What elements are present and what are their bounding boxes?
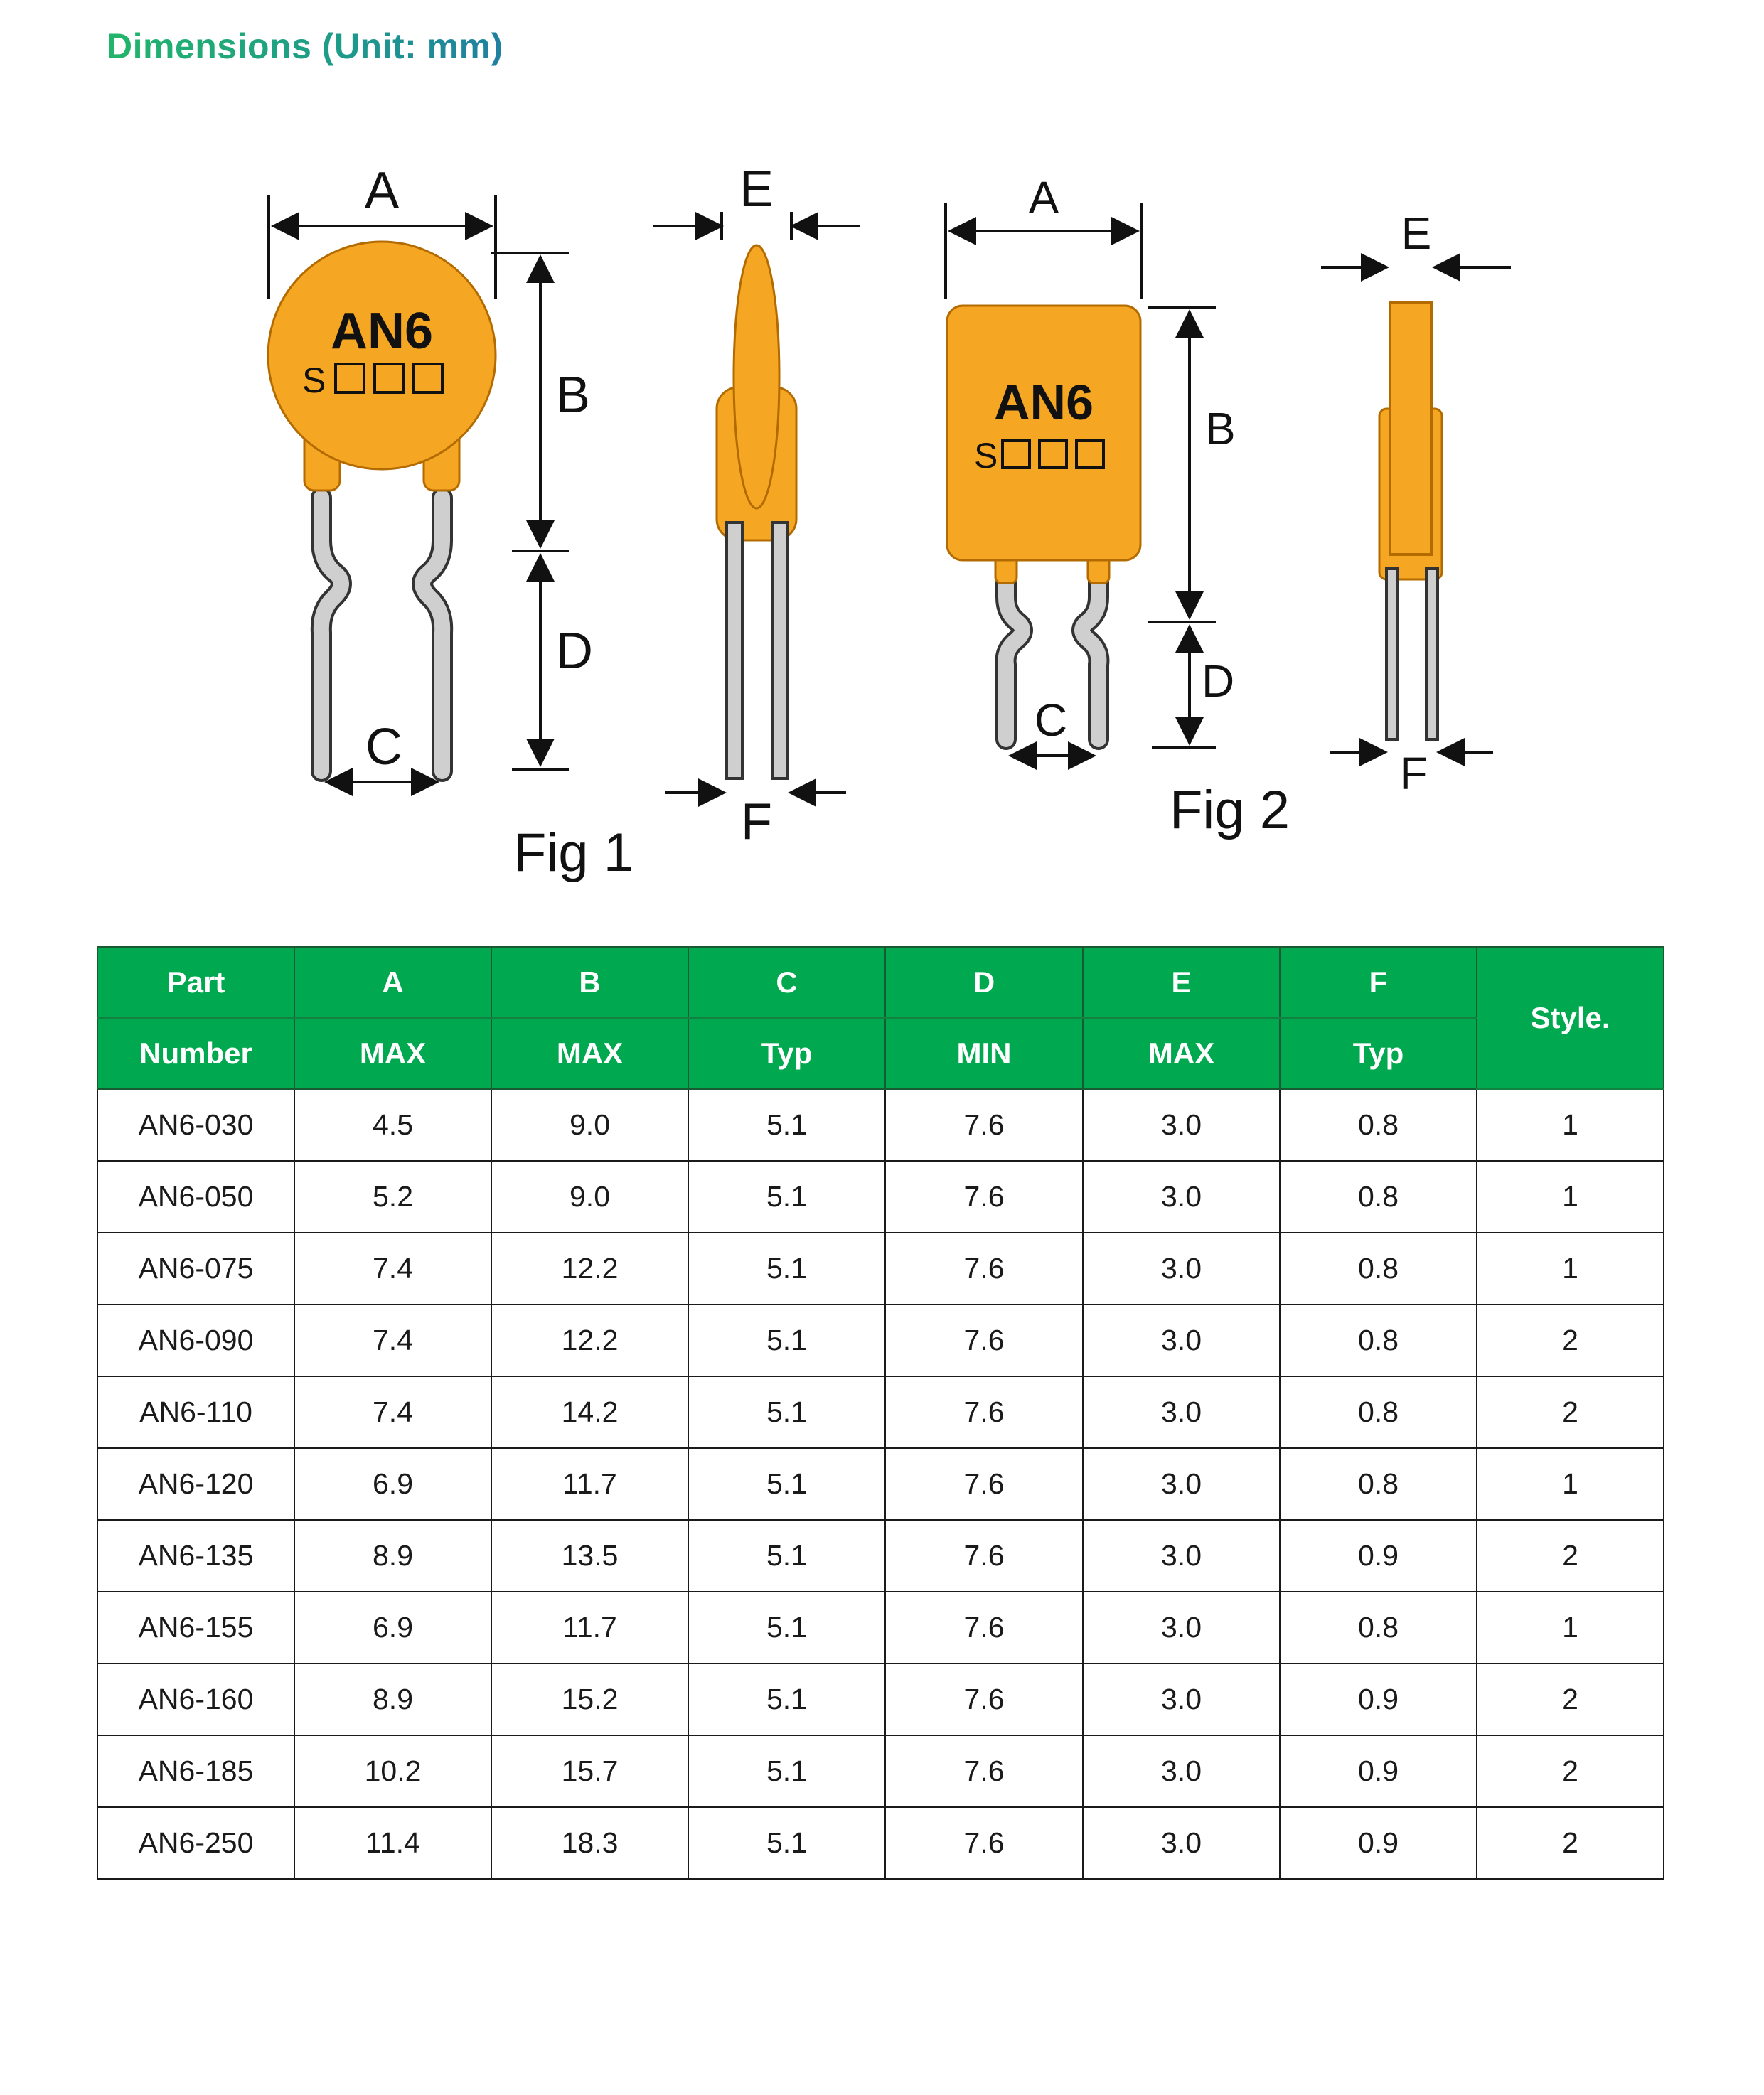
cell-e: 3.0 <box>1083 1161 1280 1233</box>
cell-d: 7.6 <box>885 1089 1083 1161</box>
cell-part-number: AN6-030 <box>97 1089 294 1161</box>
cell-b: 12.2 <box>491 1304 688 1376</box>
cell-part-number: AN6-155 <box>97 1592 294 1663</box>
cell-c: 5.1 <box>688 1807 885 1879</box>
cell-part-number: AN6-120 <box>97 1448 294 1520</box>
cell-f: 0.9 <box>1280 1807 1477 1879</box>
fig1-dim-d-label: D <box>556 623 593 680</box>
table-row <box>97 1376 1664 1448</box>
fig2-dim-f-label: F <box>1399 748 1428 799</box>
cell-c: 5.1 <box>688 1376 885 1448</box>
cell-f: 0.8 <box>1280 1304 1477 1376</box>
cell-b: 11.7 <box>491 1592 688 1663</box>
cell-part-number: AN6-110 <box>97 1376 294 1448</box>
cell-d: 7.6 <box>885 1376 1083 1448</box>
header-b-qualifier: MAX <box>491 1018 688 1089</box>
header-a: A <box>294 947 491 1018</box>
table-row <box>97 1735 1664 1807</box>
fig2-dim-b-label: B <box>1205 403 1236 454</box>
cell-part-number: AN6-135 <box>97 1520 294 1592</box>
dimensions-table <box>97 946 1664 1880</box>
cell-part-number: AN6-160 <box>97 1663 294 1735</box>
table-header-row-bottom <box>97 1018 1664 1089</box>
fig2-side-view <box>1321 208 1511 799</box>
cell-d: 7.6 <box>885 1304 1083 1376</box>
cell-a: 7.4 <box>294 1233 491 1304</box>
header-f-qualifier: Typ <box>1280 1018 1477 1089</box>
header-e-qualifier: MAX <box>1083 1018 1280 1089</box>
cell-a: 8.9 <box>294 1520 491 1592</box>
dimension-figures <box>0 0 1764 924</box>
cell-c: 5.1 <box>688 1304 885 1376</box>
cell-c: 5.1 <box>688 1735 885 1807</box>
fig2-caption: Fig 2 <box>1170 780 1290 840</box>
cell-a: 6.9 <box>294 1592 491 1663</box>
cell-part-number: AN6-090 <box>97 1304 294 1376</box>
table-row <box>97 1233 1664 1304</box>
header-a-qualifier: MAX <box>294 1018 491 1089</box>
header-f: F <box>1280 947 1477 1018</box>
table-row <box>97 1592 1664 1663</box>
cell-b: 12.2 <box>491 1233 688 1304</box>
cell-c: 5.1 <box>688 1520 885 1592</box>
fig1-part-mark: AN6 <box>330 303 434 360</box>
fig1-front-view <box>268 162 593 782</box>
table-header-row-top <box>97 947 1664 1018</box>
table-row <box>97 1520 1664 1592</box>
page-title: Dimensions (Unit: mm) <box>107 26 503 66</box>
header-c: C <box>688 947 885 1018</box>
fig2-side-body <box>1390 302 1431 554</box>
cell-b: 11.7 <box>491 1448 688 1520</box>
table-body <box>97 1089 1664 1879</box>
cell-c: 5.1 <box>688 1233 885 1304</box>
cell-part-number: AN6-185 <box>97 1735 294 1807</box>
cell-f: 0.8 <box>1280 1161 1477 1233</box>
cell-c: 5.1 <box>688 1089 885 1161</box>
cell-part-number: AN6-075 <box>97 1233 294 1304</box>
fig2-dim-a-label: A <box>1028 172 1059 223</box>
fig1-side-body <box>734 245 779 508</box>
cell-d: 7.6 <box>885 1807 1083 1879</box>
fig2-code-mark: S <box>974 436 998 476</box>
cell-style: 2 <box>1477 1520 1664 1592</box>
fig2-part-mark: AN6 <box>993 375 1094 430</box>
table-row <box>97 1089 1664 1161</box>
cell-b: 18.3 <box>491 1807 688 1879</box>
cell-e: 3.0 <box>1083 1807 1280 1879</box>
cell-style: 1 <box>1477 1089 1664 1161</box>
fig1-dim-e-label: E <box>739 161 774 218</box>
cell-d: 7.6 <box>885 1663 1083 1735</box>
cell-style: 2 <box>1477 1663 1664 1735</box>
fig1-dim-f-label: F <box>741 793 772 850</box>
cell-a: 11.4 <box>294 1807 491 1879</box>
cell-d: 7.6 <box>885 1592 1083 1663</box>
cell-style: 2 <box>1477 1304 1664 1376</box>
fig1-dim-a-label: A <box>364 162 400 219</box>
cell-b: 9.0 <box>491 1161 688 1233</box>
cell-a: 4.5 <box>294 1089 491 1161</box>
cell-style: 1 <box>1477 1233 1664 1304</box>
cell-a: 10.2 <box>294 1735 491 1807</box>
cell-d: 7.6 <box>885 1448 1083 1520</box>
fig2-square-body <box>947 306 1140 560</box>
cell-part-number: AN6-050 <box>97 1161 294 1233</box>
cell-c: 5.1 <box>688 1448 885 1520</box>
cell-b: 13.5 <box>491 1520 688 1592</box>
cell-f: 0.9 <box>1280 1735 1477 1807</box>
header-e: E <box>1083 947 1280 1018</box>
cell-e: 3.0 <box>1083 1592 1280 1663</box>
cell-a: 6.9 <box>294 1448 491 1520</box>
cell-e: 3.0 <box>1083 1376 1280 1448</box>
cell-e: 3.0 <box>1083 1448 1280 1520</box>
cell-style: 1 <box>1477 1448 1664 1520</box>
cell-d: 7.6 <box>885 1233 1083 1304</box>
header-number: Number <box>97 1018 294 1089</box>
header-part: Part <box>97 947 294 1018</box>
cell-style: 1 <box>1477 1592 1664 1663</box>
cell-d: 7.6 <box>885 1520 1083 1592</box>
header-d-qualifier: MIN <box>885 1018 1083 1089</box>
cell-style: 2 <box>1477 1376 1664 1448</box>
header-d: D <box>885 947 1083 1018</box>
cell-style: 2 <box>1477 1735 1664 1807</box>
fig1-dim-c-label: C <box>365 719 402 776</box>
cell-f: 0.9 <box>1280 1663 1477 1735</box>
header-b: B <box>491 947 688 1018</box>
fig1-caption: Fig 1 <box>513 823 634 883</box>
cell-e: 3.0 <box>1083 1520 1280 1592</box>
cell-d: 7.6 <box>885 1161 1083 1233</box>
fig2-dim-c-label: C <box>1034 695 1068 746</box>
cell-c: 5.1 <box>688 1663 885 1735</box>
cell-e: 3.0 <box>1083 1663 1280 1735</box>
cell-e: 3.0 <box>1083 1089 1280 1161</box>
fig2-dim-d-label: D <box>1202 655 1235 707</box>
cell-a: 7.4 <box>294 1376 491 1448</box>
cell-b: 14.2 <box>491 1376 688 1448</box>
cell-style: 2 <box>1477 1807 1664 1879</box>
cell-b: 9.0 <box>491 1089 688 1161</box>
cell-f: 0.8 <box>1280 1376 1477 1448</box>
cell-c: 5.1 <box>688 1592 885 1663</box>
cell-b: 15.2 <box>491 1663 688 1735</box>
header-style: Style. <box>1477 947 1664 1089</box>
table-row <box>97 1304 1664 1376</box>
cell-f: 0.9 <box>1280 1520 1477 1592</box>
table-row <box>97 1807 1664 1879</box>
table-row <box>97 1663 1664 1735</box>
header-c-qualifier: Typ <box>688 1018 885 1089</box>
cell-e: 3.0 <box>1083 1233 1280 1304</box>
cell-e: 3.0 <box>1083 1304 1280 1376</box>
fig2-dim-e-label: E <box>1401 208 1432 259</box>
cell-part-number: AN6-250 <box>97 1807 294 1879</box>
table-row <box>97 1448 1664 1520</box>
fig1-code-mark: S <box>302 360 326 400</box>
cell-style: 1 <box>1477 1161 1664 1233</box>
fig1-side-view <box>653 161 860 850</box>
cell-c: 5.1 <box>688 1161 885 1233</box>
fig1-dim-b-label: B <box>556 367 591 424</box>
cell-a: 5.2 <box>294 1161 491 1233</box>
cell-d: 7.6 <box>885 1735 1083 1807</box>
cell-a: 7.4 <box>294 1304 491 1376</box>
cell-b: 15.7 <box>491 1735 688 1807</box>
cell-e: 3.0 <box>1083 1735 1280 1807</box>
cell-a: 8.9 <box>294 1663 491 1735</box>
cell-f: 0.8 <box>1280 1233 1477 1304</box>
fig2-front-view <box>946 172 1236 756</box>
cell-f: 0.8 <box>1280 1592 1477 1663</box>
cell-f: 0.8 <box>1280 1089 1477 1161</box>
cell-f: 0.8 <box>1280 1448 1477 1520</box>
table-row <box>97 1161 1664 1233</box>
